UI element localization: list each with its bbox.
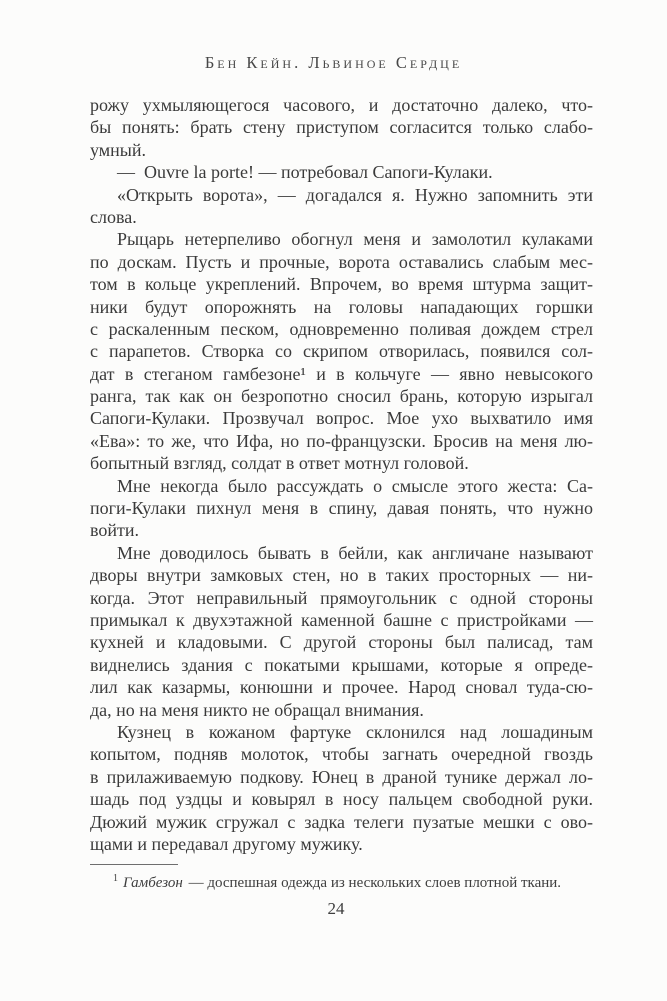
footnote-text: — доспешная одежда из нескольких слоев плотной ткани.: [188, 875, 562, 891]
text-line: том в кольце укреплений. Впрочем, во время штурма защит-: [90, 274, 593, 295]
text-line: Сапоги-Кулаки. Прозвучал вопрос. Мое ухо выхватило имя: [90, 408, 593, 429]
text-line: умный.: [90, 139, 147, 160]
text-line: когда. Этот неправильный прямоугольник с одной стороны: [90, 587, 593, 608]
text-line: примыкал к двухэтажной каменной башне с пристройками —: [90, 609, 593, 630]
text-line: Рыцарь нетерпеливо обогнул меня и замолотил кулаками: [117, 229, 593, 250]
text-line: с парапетов. Створка со скрипом отворилась, появился сол-: [90, 341, 593, 362]
text-line: поги-Кулаки пихнул меня в спину, давая понять, что нужно: [90, 498, 593, 519]
text-line: «Ева»: то же, что Ифа, но по-французски. Бросив на меня лю-: [90, 430, 593, 451]
text-line: копытом, подняв молоток, чтобы загнать очередной гвоздь: [90, 744, 593, 765]
text-line: — Ouvre la porte! — потребовал Сапоги-Кулаки.: [117, 162, 493, 183]
footnote-divider: [90, 864, 178, 865]
text-line: по доскам. Пусть и прочные, ворота оставались слабым мес-: [90, 251, 593, 272]
text-block: [90, 94, 593, 855]
text-line: Мне доводилось бывать в бейли, как англичане называют: [117, 542, 593, 563]
footnote-term: Гамбезон: [123, 875, 183, 891]
text-line: Дюжий мужик сгружал с задка телеги пузатые мешки с ово-: [90, 811, 593, 832]
text-line: лил как казармы, конюшни и прочее. Народ сновал туда-сю-: [90, 677, 593, 698]
text-line: Мне некогда было рассуждать о смысле этого жеста: Са-: [117, 475, 593, 496]
text-line: «Открыть ворота», — догадался я. Нужно запомнить эти: [117, 184, 593, 205]
text-line: бопытный взгляд, солдат в ответ мотнул головой.: [90, 453, 469, 474]
running-header: Бен Кейн. Львиное Сердце: [204, 53, 463, 72]
text-line: шадь под уздцы и ковырял в носу пальцем свободной руки.: [90, 789, 593, 810]
text-line: с раскаленным песком, одновременно поливая дождем стрел: [90, 318, 593, 339]
text-line: ники будут опорожнять на головы нападающих горшки: [90, 296, 593, 317]
text-line: слова.: [90, 206, 137, 227]
text-line: кухней и кладовыми. С другой стороны был палисад, там: [90, 632, 593, 653]
footnote-marker: 1: [113, 873, 118, 884]
text-line: в прилаживаемую подкову. Юнец в драной тунике держал ло-: [90, 766, 593, 787]
footnote: [90, 874, 593, 893]
text-line: Кузнец в кожаном фартуке склонился над лошадиным: [117, 721, 593, 742]
text-line: войти.: [90, 520, 140, 541]
text-line: дворы внутри замковых стен, но в таких просторных — ни-: [90, 565, 593, 586]
page-number: 24: [327, 899, 345, 918]
text-line: щами и передавал другому мужику.: [90, 833, 363, 854]
text-line: дат в стеганом гамбезоне¹ и в кольчуге — явно невысокого: [90, 363, 593, 384]
text-line: виднелись здания с покатыми крышами, которые я опреде-: [90, 654, 593, 675]
text-line: ранга, так как он безропотно сносил брань, которую изрыгал: [90, 386, 593, 407]
text-line: бы понять: брать стену приступом согласится только слабо-: [90, 117, 593, 138]
text-line: рожу ухмыляющегося часового, и достаточно далеко, что-: [90, 95, 593, 115]
text-line: да, но на меня никто не обращал внимания.: [90, 699, 424, 720]
